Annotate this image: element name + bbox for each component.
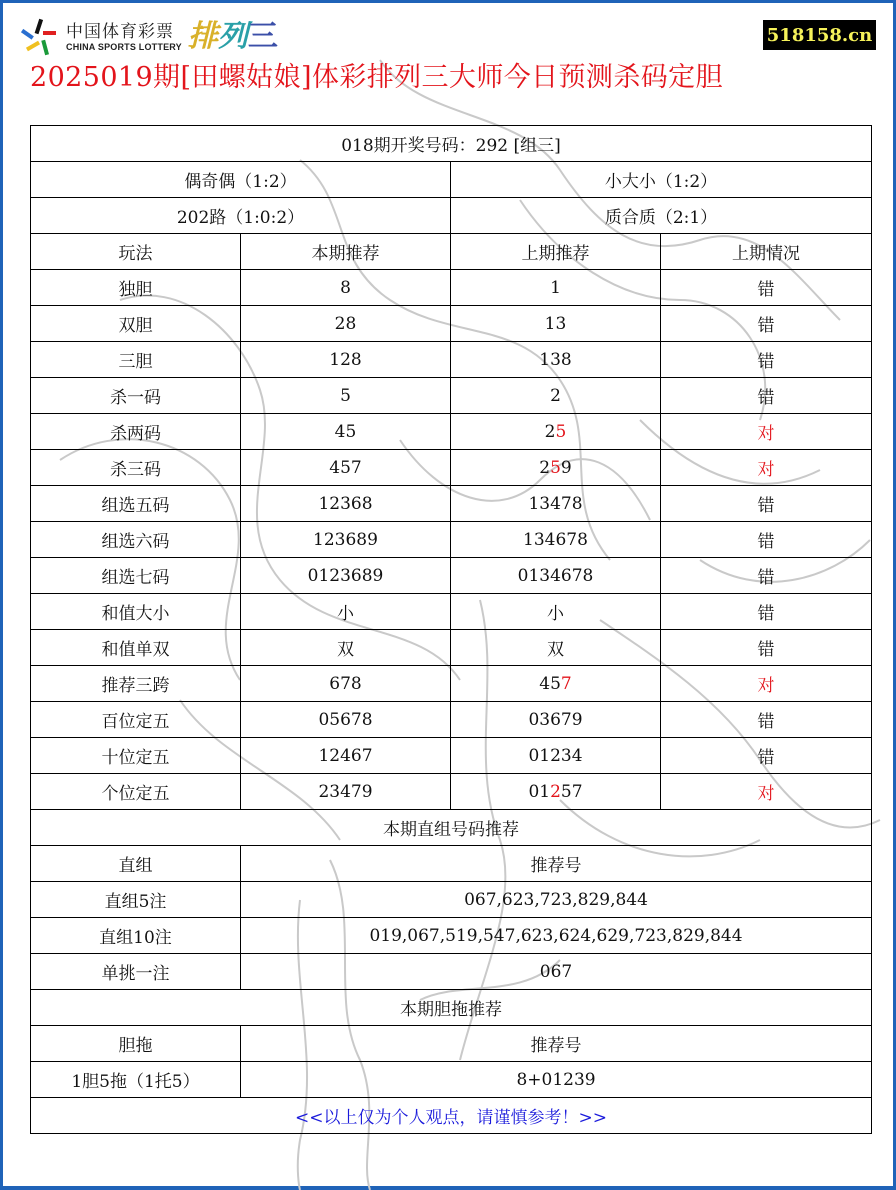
previous-recommendation [451,630,661,666]
play-name: 组选五码 [31,486,241,522]
road-prime-row [31,198,872,234]
digit: 2 [539,457,551,478]
draw-result-row [31,126,872,162]
play-name: 百位定五 [31,702,241,738]
current-recommendation: 457 [241,450,451,486]
current-recommendation: 28 [241,306,451,342]
previous-status: 错 [661,306,872,342]
table-row [31,558,872,594]
table-row [31,1062,872,1098]
direct-group-header-value: 推荐号 [241,846,872,882]
table-row [31,450,872,486]
direct-group-label: 直组10注 [31,918,241,954]
dantuo-header-label: 胆拖 [31,1026,241,1062]
digit: 45 [539,673,561,694]
prediction-header-row [31,234,872,270]
direct-group-section-title: 本期直组号码推荐 [31,810,872,846]
table-row [31,954,872,990]
previous-status: 错 [661,378,872,414]
table-row [31,270,872,306]
play-name: 组选七码 [31,558,241,594]
page-title: 2025019期[田螺姑娘]体彩排列三大师今日预测杀码定胆 [30,62,723,93]
current-recommendation: 45 [241,414,451,450]
current-recommendation: 12467 [241,738,451,774]
previous-status: 错 [661,558,872,594]
table-row [31,882,872,918]
table-row [31,522,872,558]
site-badge: 518158.cn [763,20,876,50]
play-name: 十位定五 [31,738,241,774]
prediction-table [30,125,872,1134]
hit-digit: 2 [550,781,561,802]
table-row [31,630,872,666]
col-header-status: 上期情况 [661,234,872,270]
previous-status: 错 [661,270,872,306]
hit-digit: 5 [550,457,561,478]
dantuo-header-value: 推荐号 [241,1026,872,1062]
size-ratio: 小大小（1:2） [451,162,872,198]
hit-digit: 7 [560,673,572,694]
parity-ratio: 偶奇偶（1:2） [31,162,451,198]
previous-status: 错 [661,738,872,774]
previous-status: 错 [661,342,872,378]
previous-recommendation [451,594,661,630]
play-name: 独胆 [31,270,241,306]
previous-status: 错 [661,486,872,522]
digit: 13 [544,313,567,334]
digit: 双 [547,640,564,660]
previous-status: 错 [661,630,872,666]
table-row [31,918,872,954]
previous-recommendation [451,342,661,378]
china-sports-lottery-logo [18,16,278,58]
hit-digit: 5 [555,421,567,442]
direct-group-label: 直组5注 [31,882,241,918]
table-row [31,378,872,414]
digit: 57 [560,781,583,802]
play-name: 推荐三跨 [31,666,241,702]
table-row [31,738,872,774]
parity-size-row [31,162,872,198]
current-recommendation: 0123689 [241,558,451,594]
direct-group-numbers: 067 [241,954,872,990]
table-row [31,666,872,702]
table-row [31,594,872,630]
previous-recommendation [451,522,661,558]
digit: 1 [550,277,561,298]
digit: 小 [547,604,564,624]
previous-recommendation [451,270,661,306]
current-recommendation: 12368 [241,486,451,522]
previous-recommendation [451,450,661,486]
dantuo-numbers: 8+01239 [241,1062,872,1098]
dantuo-label: 1胆5拖（1托5） [31,1062,241,1098]
logo-english-text: CHINA SPORTS LOTTERY [66,41,182,52]
play-name: 三胆 [31,342,241,378]
direct-group-title-row [31,810,872,846]
table-row [31,306,872,342]
col-header-current: 本期推荐 [241,234,451,270]
previous-recommendation [451,702,661,738]
previous-status: 错 [661,522,872,558]
digit: 138 [539,349,572,370]
direct-group-header-label: 直组 [31,846,241,882]
product-char-1: 排 [187,19,218,54]
product-char-3: 三 [247,19,278,54]
digit: 9 [560,457,572,478]
current-recommendation: 5 [241,378,451,414]
prime-ratio: 质合质（2:1） [451,198,872,234]
current-recommendation: 23479 [241,774,451,810]
direct-group-numbers: 067,623,723,829,844 [241,882,872,918]
product-char-2: 列 [217,19,248,54]
table-row [31,774,872,810]
dantuo-title-row [31,990,872,1026]
logo-chinese-text: 中国体育彩票 [66,21,174,42]
digit: 13478 [528,493,583,514]
table-row [31,486,872,522]
play-name: 个位定五 [31,774,241,810]
previous-recommendation [451,306,661,342]
current-recommendation: 小 [241,594,451,630]
dantuo-header-row [31,1026,872,1062]
previous-recommendation [451,774,661,810]
play-name: 双胆 [31,306,241,342]
current-recommendation: 128 [241,342,451,378]
play-name: 和值大小 [31,594,241,630]
direct-group-label: 单挑一注 [31,954,241,990]
previous-status: 对 [661,414,872,450]
previous-status: 对 [661,774,872,810]
digit: 03679 [528,709,583,730]
current-recommendation: 123689 [241,522,451,558]
direct-group-header-row [31,846,872,882]
digit: 0134678 [517,565,594,586]
digit: 2 [550,385,561,406]
previous-status: 错 [661,702,872,738]
current-recommendation: 678 [241,666,451,702]
footer-note-row [31,1098,872,1134]
previous-recommendation [451,558,661,594]
dantuo-section-title: 本期胆拖推荐 [31,990,872,1026]
digit: 2 [544,421,556,442]
table-row [31,342,872,378]
current-recommendation: 8 [241,270,451,306]
col-header-play: 玩法 [31,234,241,270]
play-name: 杀两码 [31,414,241,450]
play-name: 和值单双 [31,630,241,666]
previous-recommendation [451,666,661,702]
draw-result: 018期开奖号码：292 [组三] [31,126,872,162]
table-row [31,702,872,738]
digit: 01234 [528,745,583,766]
play-name: 杀三码 [31,450,241,486]
previous-recommendation [451,486,661,522]
digit: 01 [528,781,551,802]
table-row [31,414,872,450]
current-recommendation: 双 [241,630,451,666]
digit: 134678 [523,529,588,550]
previous-recommendation [451,378,661,414]
previous-recommendation [451,738,661,774]
current-recommendation: 05678 [241,702,451,738]
play-name: 组选六码 [31,522,241,558]
previous-recommendation [451,414,661,450]
direct-group-numbers: 019,067,519,547,623,624,629,723,829,844 [241,918,872,954]
road-ratio: 202路（1:0:2） [31,198,451,234]
lottery-star-icon [18,16,60,58]
col-header-prev: 上期推荐 [451,234,661,270]
previous-status: 错 [661,594,872,630]
disclaimer-note: <<以上仅为个人观点，请谨慎参考！>> [31,1098,872,1134]
previous-status: 对 [661,450,872,486]
previous-status: 对 [661,666,872,702]
pailie3-product-logo [188,20,278,54]
play-name: 杀一码 [31,378,241,414]
